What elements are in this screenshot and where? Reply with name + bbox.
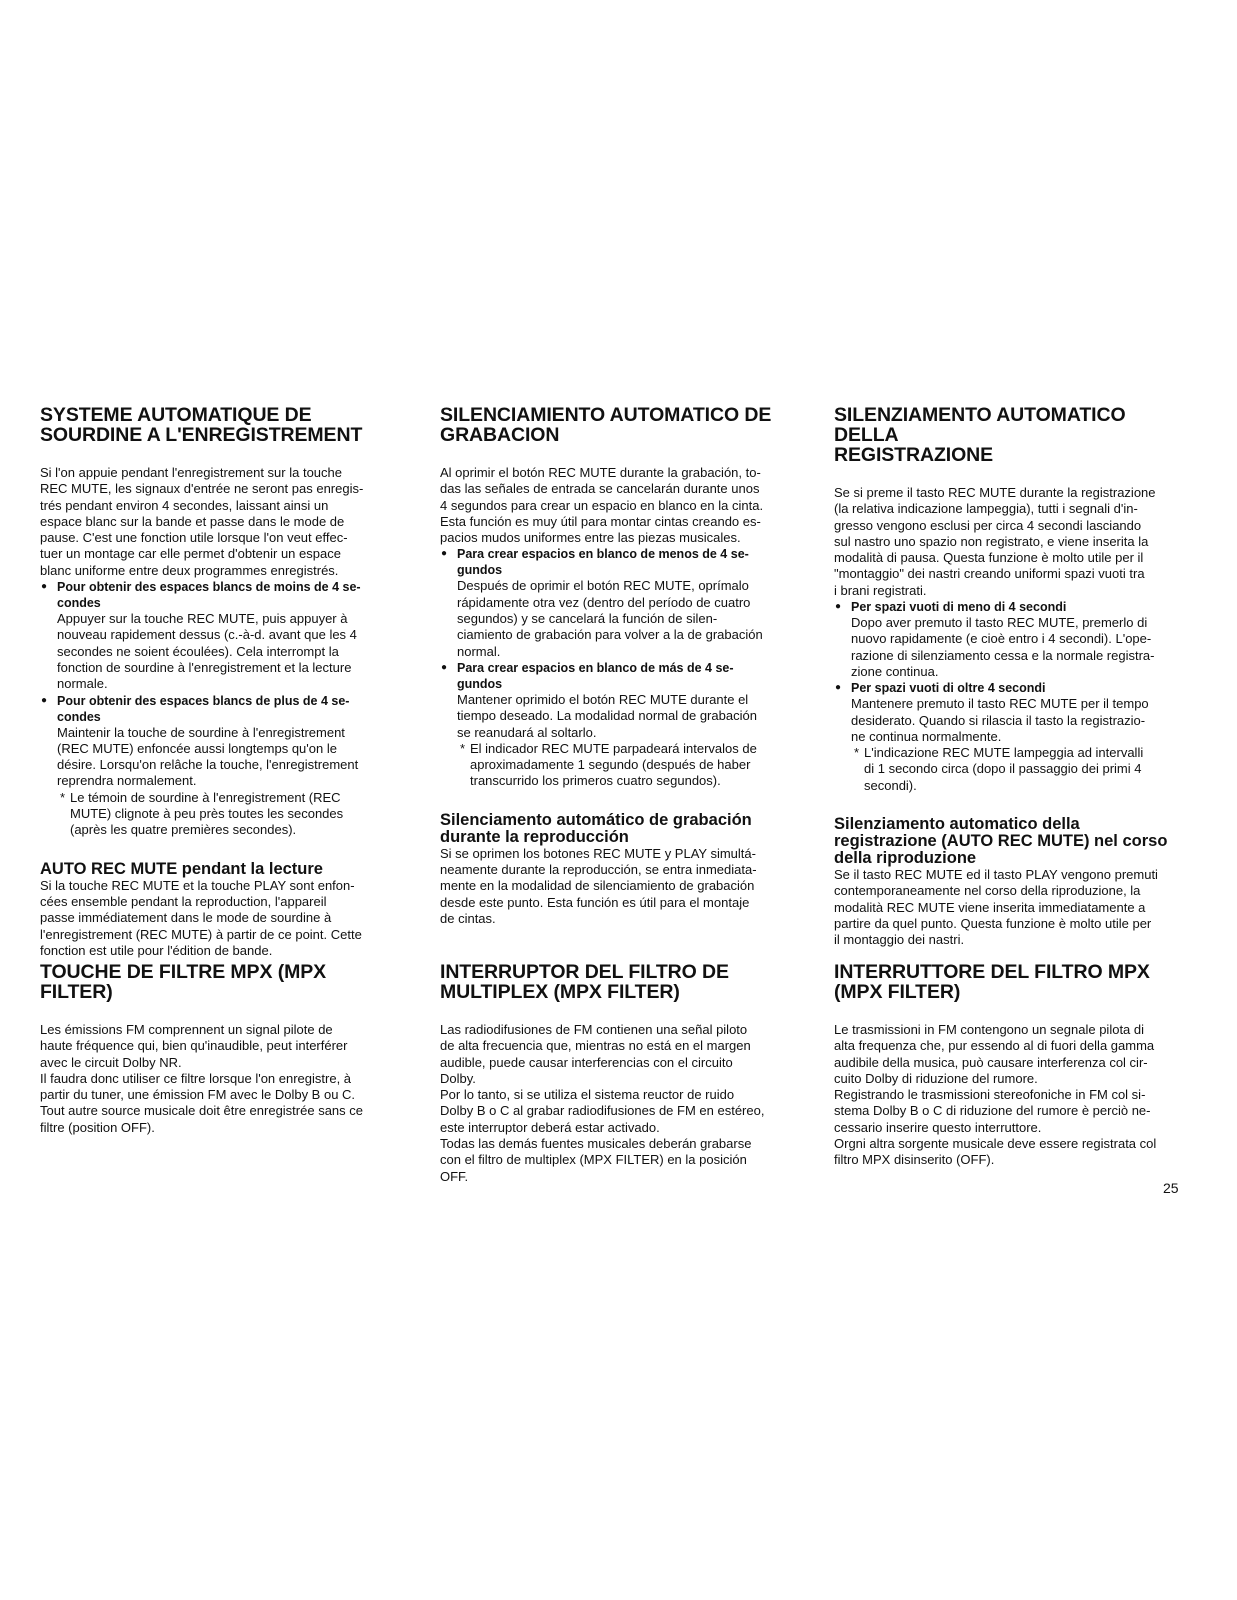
fr-bullet-1-text: Appuyer sur la touche REC MUTE, puis appuyer à nouveau rapidement dessus (c.-à-d. avant que les 4 secondes ne soient écoulées). Cela interrompt la fonction de sourdine à l'enregistrement et la lecture normale. bbox=[57, 611, 357, 692]
es-mpx-filter-section bbox=[440, 962, 792, 1185]
es-bullet-1-title: ● Para crear espacios en blanco de menos de 4 se- gundos bbox=[457, 547, 749, 578]
it-mpx-filter-section bbox=[834, 962, 1186, 1169]
es-bullet-2-text: Mantener oprimido el botón REC MUTE durante el tiempo deseado. La modalidad normal de grabación se reanudará al soltarlo. bbox=[457, 691, 757, 740]
it-auto-rec-mute-section bbox=[834, 405, 1186, 949]
es-subsection-title: Silenciamento automático de grabación durante la reproducción bbox=[440, 810, 752, 846]
it-bullet-1 bbox=[834, 599, 1186, 680]
fr-mpx-text: Les émissions FM comprennent un signal pilote de haute fréquence qui, bien qu'inaudible, peut interférer avec le circuit Dolby NR. Il faudra donc utiliser ce filtre lorsque l'on enregistre, à partir du tuner, une émission FM avec le Dolby B ou C. Tout autre source musicale doit être enregistrée sans ce filtre (position OFF). bbox=[40, 1022, 364, 1135]
fr-mpx-filter-section bbox=[40, 962, 392, 1136]
it-intro-text: Se si preme il tasto REC MUTE durante la registrazione (la relativa indicazione lampeggia), tutti i segnali d'in- gresso vengono esclusi per circa 4 secondi lasciando sul nastro uno spazio non registrato, e viene inserita la modalità di pausa. Questa funzione è molto utile per il "montaggio" dei nastri creando uniformi spazi vuoti tra i brani registrati. bbox=[834, 485, 1156, 598]
es-bullet-2-title: ● Para crear espacios en blanco de más de 4 se- gundos bbox=[457, 660, 734, 691]
fr-subsection-text: Si la touche REC MUTE et la touche PLAY sont enfon- cées ensemble pendant la reproduction, l'appareil passe immédiatement dans le mode de sourdine à l'enregistrement (REC MUTE) à partir de ce point. Cette fonction est utile pour l'édition de bande. bbox=[40, 877, 362, 958]
fr-section-title: SYSTEME AUTOMATIQUE DE SOURDINE A L'ENREGISTREMENT bbox=[40, 404, 363, 446]
it-mpx-text: Le trasmissioni in FM contengono un segnale pilota di alta frequenza che, pur essendo al di fuori della gamma audibile della musica, può causare interferenza col cir- cuito Dolby di riduzione del rumore. Registrando le trasmissioni stereofoniche in FM col si- stema Dolby B o C di riduzione del rumore è perciò ne- cessario inserire questo interruttore. Orgni altra sorgente musicale deve essere registrata col filtro MPX disinserito (OFF). bbox=[834, 1022, 1157, 1168]
fr-bullet-1-title: ● Pour obtenir des espaces blancs de moins de 4 se- condes bbox=[57, 580, 361, 611]
it-note: * L'indicazione REC MUTE lampeggia ad intervalli di 1 secondo circa (dopo il passaggio dei primi 4 secondi). bbox=[834, 745, 1186, 794]
it-subsection-text: Se il tasto REC MUTE ed il tasto PLAY vengono premuti contemporaneamente nel corso della riproduzione, la modalità REC MUTE viene inserita immediatamente a partire da quel punto. Questa funzione è molto utile per il montaggio dei nastri. bbox=[834, 867, 1158, 948]
fr-bullet-2 bbox=[40, 693, 392, 790]
it-mpx-title: INTERRUTTORE DEL FILTRO MPX (MPX FILTER) bbox=[834, 961, 1150, 1003]
fr-bullet-1 bbox=[40, 579, 392, 692]
it-bullet-2-text: Mantenere premuto il tasto REC MUTE per il tempo desiderato. Quando si rilascia il tasto la registrazio- ne continua normalmente. bbox=[851, 696, 1149, 744]
es-auto-rec-mute-section bbox=[440, 405, 792, 927]
es-intro-text: Al oprimir el botón REC MUTE durante la grabación, to- das las señales de entrada se cancelarán durante unos 4 segundos para crear un espacio en blanco en la cinta. Esta función es muy útil para montar cintas creando es- pacios mudos uniformes entre las piezas musicales. bbox=[440, 465, 764, 546]
fr-bullet-2-title: ● Pour obtenir des espaces blancs de plus de 4 se- condes bbox=[57, 693, 350, 724]
fr-auto-rec-mute-section bbox=[40, 405, 392, 959]
page-number: 25 bbox=[1163, 1180, 1179, 1196]
fr-intro-text: Si l'on appuie pendant l'enregistrement sur la touche REC MUTE, les signaux d'entrée ne seront pas enregis- trés pendant environ 4 secondes, laissant ainsi un espace blanc sur la bande et passe dans le mode de pause. C'est une fonction utile lorsque l'on veut effec- tuer un montage car elle permet d'obtenir un espace blanc uniforme entre deux programmes enregistrés. bbox=[40, 465, 364, 578]
it-subsection-title: Silenziamento automatico della registrazione (AUTO REC MUTE) nel corso della riproduzione bbox=[834, 815, 1168, 868]
it-bullet-1-text: Dopo aver premuto il tasto REC MUTE, premerlo di nuovo rapidamente (e cioè entro i 4 secondi). L'ope- razione di silenziamento cessa e la normale registra- zione continua. bbox=[851, 615, 1155, 679]
it-bullet-2-title: ● Per spazi vuoti di oltre 4 secondi bbox=[851, 681, 1046, 696]
fr-bullet-2-text: Maintenir la touche de sourdine à l'enregistrement (REC MUTE) enfoncée aussi longtemps qu'on le désire. Lorsqu'on relâche la touche, l'enregistrement reprendra normalement. bbox=[57, 724, 359, 789]
es-section-title: SILENCIAMIENTO AUTOMATICO DE GRABACION bbox=[440, 404, 772, 446]
es-note: * El indicador REC MUTE parpadeará intervalos de aproximadamente 1 segundo (después de haber transcurrido los primeros cuatro segundos). bbox=[440, 741, 792, 790]
it-bullet-1-title: ● Per spazi vuoti di meno di 4 secondi bbox=[851, 600, 1067, 615]
fr-mpx-title: TOUCHE DE FILTRE MPX (MPX FILTER) bbox=[40, 961, 327, 1003]
fr-note: * Le témoin de sourdine à l'enregistrement (REC MUTE) clignote à peu près toutes les secondes (après les quatre premières secondes). bbox=[40, 790, 392, 839]
es-subsection-text: Si se oprimen los botones REC MUTE y PLAY simultá- neamente durante la reproducción, se entra inmediata- mente en la modalidad de silenciamiento de grabación desde este punto. Esta función es útil para el montaje de cintas. bbox=[440, 845, 757, 926]
es-bullet-2 bbox=[440, 660, 792, 741]
es-bullet-1 bbox=[440, 546, 792, 659]
es-mpx-text: Las radiodifusiones de FM contienen una señal piloto de alta frecuencia que, mientras no está en el margen audible, puede causar interferencias con el circuito Dolby. Por lo tanto, si se utiliza el sistema reuctor de ruido Dolby B o C al grabar radiodifusiones de FM en estéreo, este interruptor deberá estar activado. Todas las demás fuentes musicales deberán grabarse con el filtro de multiplex (MPX FILTER) en la posición OFF. bbox=[440, 1022, 765, 1184]
it-section-title: SILENZIAMENTO AUTOMATICO DELLA REGISTRAZIONE bbox=[834, 404, 1126, 466]
es-mpx-title: INTERRUPTOR DEL FILTRO DE MULTIPLEX (MPX FILTER) bbox=[440, 961, 729, 1003]
it-bullet-2 bbox=[834, 680, 1186, 745]
fr-subsection-title: AUTO REC MUTE pendant la lecture bbox=[40, 859, 323, 878]
es-bullet-1-text: Después de oprimir el botón REC MUTE, oprímalo rápidamente otra vez (dentro del período de cuatro segundos) y se cancelará la función de silen- ciamiento de grabación para volver a la de grabación normal. bbox=[457, 578, 763, 659]
